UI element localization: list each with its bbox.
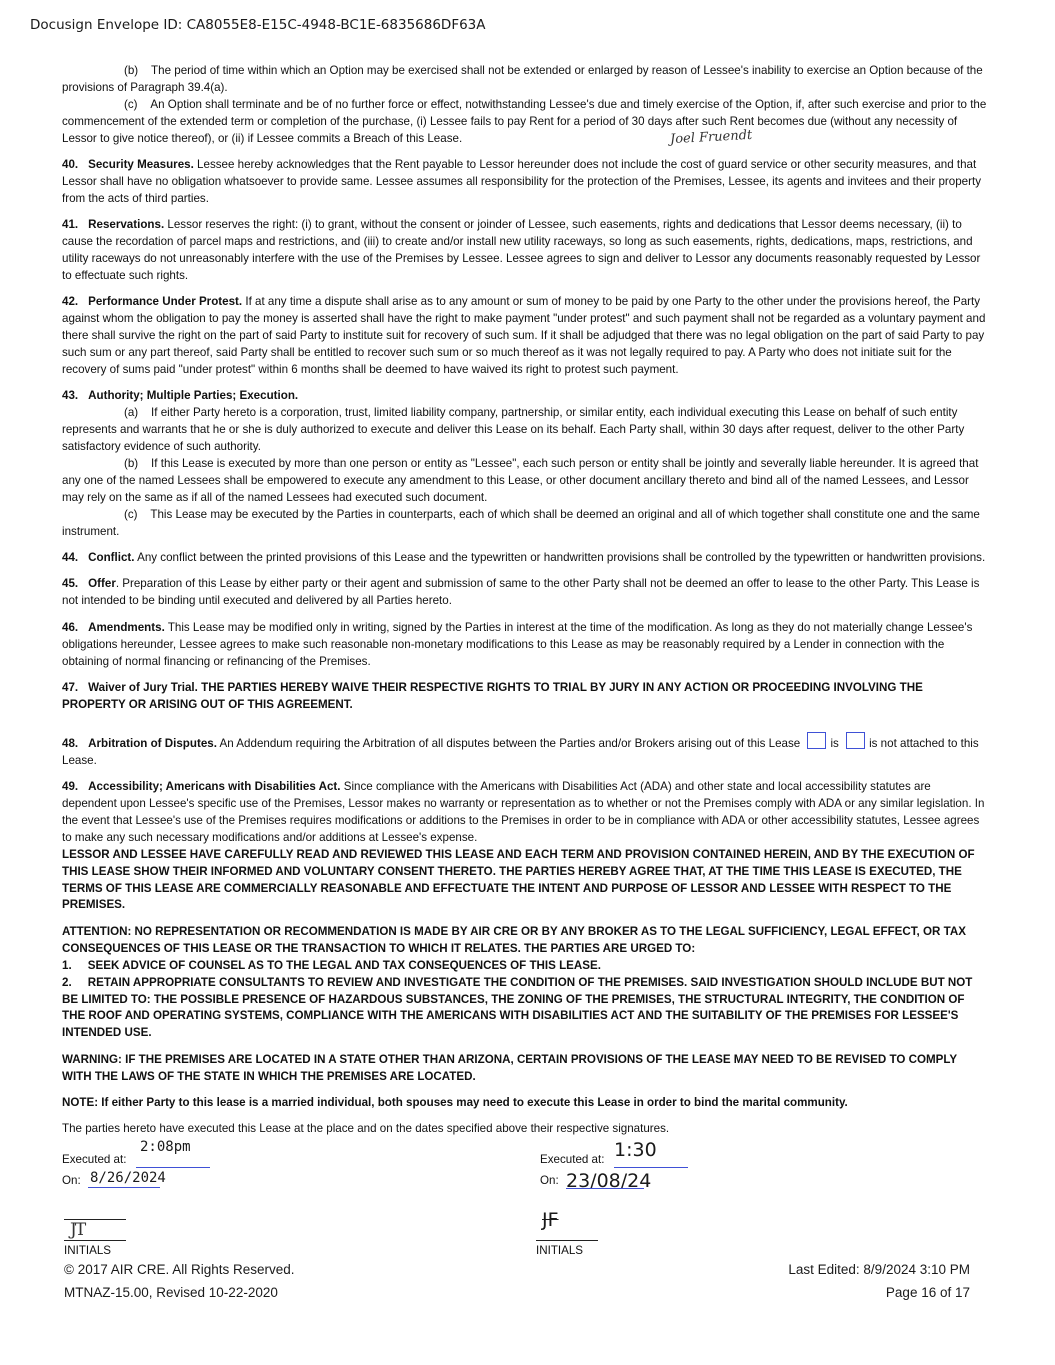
right-date-line (566, 1188, 644, 1189)
left-executed-at-line (136, 1167, 210, 1168)
section-43-c: (c) This Lease may be executed by the Parties in counterparts, each of which shall be deemed an original and all of which together shall constitute one and the same instrument. (62, 507, 980, 538)
section-number: 43. (62, 389, 79, 403)
signature: Joel Fruendt (669, 127, 753, 148)
section-number: 42. (62, 295, 79, 309)
attention-item-1: 1. SEEK ADVICE OF COUNSEL AS TO THE LEGAL AND TAX CONSEQUENCES OF THIS LEASE. (62, 958, 601, 972)
warning-text: WARNING: IF THE PREMISES ARE LOCATED IN A STATE OTHER THAN ARIZONA, CERTAIN PROVISIONS OF THE LEASE MAY NEED TO BE REVISED TO COMPLY WITH THE LAWS OF THE STATE IN WHICH THE PREMISES ARE LOCATED. (62, 1052, 957, 1083)
note-text: NOTE: If either Party to this lease is a married individual, both spouses may need to execute this Lease in order to bind the marital community. (62, 1096, 848, 1110)
section-number: 48. (62, 736, 79, 750)
left-executed-at-value[interactable]: 2:08pm (140, 1139, 191, 1155)
section-body: Lessee hereby acknowledges that the Rent payable to Lessor hereunder does not include the cost of guard service or other security measures, and that Lessor shall have no obligation whatsoever to provide same. Lessee assumes all responsibility for the protection of the Premises, Lessee, its agents and invitees and their property from the acts of third parties. (62, 158, 981, 205)
section-body: Since compliance with the Americans with Disabilities Act (ADA) and other state and local accessibility statutes are dependent upon Lessee's specific use of the Premises, Lessor makes no warranty or representation as to whether or not the Premises comply with ADA or any similar legislation. In the event that Lessee's use of the Premises requires modifications or additions to the Premises in order to be in compliance with ADA or other accessibility statutes, Lessee agrees to make any such necessary modifications and/or additions at Lessee's expense. (62, 780, 985, 844)
footer-form-id: MTNAZ-15.00, Revised 10-22-2020 (64, 1285, 278, 1300)
right-initials-label: INITIALS (536, 1244, 584, 1257)
section-43-b: (b) If this Lease is executed by more than one person or entity as "Lessee", each such person or entity shall be jointly and severally liable hereunder. It is agreed that any one of the named Lessees shall be empowered to execute any amendment to this Lease, or other document ancillary thereto and bind all of the named Lessees, and Lessor may rely on the same as if all of the named Lessees had executed such document. (62, 457, 979, 504)
is-label: is (830, 736, 839, 750)
section-title: Conflict. (88, 551, 135, 565)
left-initials-top-line (64, 1219, 126, 1220)
section-title: Offer (88, 577, 116, 591)
footer-page-number: Page 16 of 17 (885, 1285, 970, 1300)
section-title: Amendments. (88, 620, 165, 634)
right-executed-at-line (614, 1167, 688, 1168)
section-number: 45. (62, 577, 79, 591)
footer-last-edited: Last Edited: 8/9/2024 3:10 PM (788, 1262, 970, 1277)
section-47 (62, 680, 987, 714)
section-number: 40. (62, 158, 79, 172)
paragraph-39-4-b: (b) The period of time within which an Option may be exercised shall not be extended or enlarged by reason of Lessee's inability to exercise an Option because of the provisions of Paragraph 39.4(a). (62, 64, 983, 94)
left-initials-line (64, 1240, 126, 1241)
right-executed-at-label: Executed at: (540, 1153, 605, 1166)
section-43 (62, 388, 987, 540)
section-body: If at any time a dispute shall arise as to any amount or sum of money to be paid by one Party to the other under the provisions hereof, the Party against whom the obligation to pay the money is asserted shall have the right to make payment "under protest" and such payment shall not be regarded as a voluntary payment and there shall survive the right on the part of said Party to institute suit for recovery of such sum. If it shall be adjudged that there was no legal obligation on the part of said Party to pay such sum or any part thereof, said Party shall be entitled to recover such sum or so much thereof as it was not legally required to pay. A Party who does not initiate suit for the recovery of sums paid "under protest" within 6 months shall be deemed to have waived its right to protest such payment. (62, 295, 986, 376)
right-executed-at-value[interactable]: 1:30 (614, 1139, 657, 1161)
section-title: Reservations. (88, 218, 165, 232)
is-not-checkbox[interactable] (846, 732, 865, 749)
left-initials-label: INITIALS (64, 1244, 112, 1257)
right-date-value[interactable]: 23/08/24 (566, 1170, 652, 1192)
right-initials-line (536, 1240, 598, 1241)
envelope-id: Docusign Envelope ID: CA8055E8-E15C-4948-BC1E-6835686DF63A (30, 17, 486, 33)
section-41 (62, 217, 987, 285)
parties-executed-text: The parties hereto have executed this Lease at the place and on the dates specified above their respective signatures. (62, 1122, 670, 1136)
section-42 (62, 294, 987, 379)
section-body: Lessor reserves the right: (i) to grant, without the consent or joinder of Lessee, such easements, rights and dedications that Lessor deems necessary, (ii) to cause the recordation of parcel maps and restrictions, and (iii) to create and/or install new utility raceways, so long as such easements, rights, dedications, maps, restrictions, and utility raceways do not unreasonably interfere with the use of the Premises by Lessee. Lessee agrees to sign and deliver to Lessor any documents reasonably requested by Lessor to effectuate such rights. (62, 218, 981, 282)
paragraph-39-4-c: (c) An Option shall terminate and be of no further force or effect, notwithstanding Lessee's due and timely exercise of the Option, if, after such exercise and prior to the commencement of the extended term or completion of the purchase, (i) Lessee fails to pay Rent for a period of 30 days after such Rent becomes due (without any necessity of Lessor to give notice thereof), or (ii) if Lessee commits a Breach of this Lease. (62, 97, 987, 145)
section-43-a: (a) If either Party hereto is a corporation, trust, limited liability company, partnership, or similar entity, each individual executing this Lease on behalf of such entity represents and warrants that he or she is duly authorized to execute and deliver this Lease on its behalf. Each Party shall, within 30 days after request, deliver to the other Party satisfactory evidence of such authority. (62, 406, 965, 454)
right-initials-mark[interactable]: JF (542, 1209, 559, 1231)
left-on-label: On: (62, 1174, 81, 1187)
consent-statement: LESSOR AND LESSEE HAVE CAREFULLY READ AND REVIEWED THIS LEASE AND EACH TERM AND PROVISION CONTAINED HEREIN, AND BY THE EXECUTION OF THIS LEASE SHOW THEIR INFORMED AND VOLUNTARY CONSENT THERETO. THE PARTIES HEREBY AGREE THAT, AT THE TIME THIS LEASE IS EXECUTED, THE TERMS OF THIS LEASE ARE COMMERCIALLY REASONABLE AND EFFECTUATE THE INTENT AND PURPOSE OF LESSOR AND LESSEE WITH RESPECT TO THE PREMISES. (62, 847, 975, 912)
section-body-end: attached to this Lease. (62, 736, 979, 767)
section-body: An Addendum requiring the Arbitration of all disputes between the Parties and/or Brokers arising out of this Lease (219, 736, 801, 750)
left-initials-mark[interactable]: JT (70, 1220, 85, 1240)
right-on-label: On: (540, 1174, 559, 1187)
section-title: Authority; Multiple Parties; Execution. (88, 389, 299, 403)
section-number: 47. (62, 681, 79, 694)
section-number: 41. (62, 218, 79, 232)
section-number: 44. (62, 551, 79, 565)
attention-block (62, 924, 987, 1042)
section-40 (62, 157, 987, 208)
document-body (62, 63, 987, 1148)
section-title: Waiver of Jury Trial. (88, 681, 198, 694)
section-body: THE PARTIES HEREBY WAIVE THEIR RESPECTIVE RIGHTS TO TRIAL BY JURY IN ANY ACTION OR PROCEEDING INVOLVING THE PROPERTY OR ARISING OUT OF THIS AGREEMENT. (62, 681, 923, 711)
section-45 (62, 576, 987, 610)
section-title: Performance Under Protest. (88, 295, 243, 309)
section-title: Arbitration of Disputes. (88, 736, 217, 750)
section-46 (62, 620, 987, 671)
section-body: . Preparation of this Lease by either party or their agent and submission of same to the other Party shall not be deemed an offer to lease to the other Party. This Lease is not intended to be binding until executed and delivered by all Parties hereto. (62, 577, 980, 608)
section-44 (62, 550, 987, 567)
left-executed-at-label: Executed at: (62, 1153, 127, 1166)
is-not-label: is not (869, 736, 897, 750)
left-date-line (88, 1187, 160, 1188)
attention-text: ATTENTION: NO REPRESENTATION OR RECOMMENDATION IS MADE BY AIR CRE OR BY ANY BROKER AS TO THE LEGAL SUFFICIENCY, LEGAL EFFECT, OR TAX CONSEQUENCES OF THIS LEASE OR THE TRANSACTION TO WHICH IT RELATES. THE PARTIES ARE URGED TO: (62, 924, 966, 955)
is-checkbox[interactable] (807, 732, 826, 749)
attention-item-2: 2. RETAIN APPROPRIATE CONSULTANTS TO REVIEW AND INVESTIGATE THE CONDITION OF THE PREMISES. SAID INVESTIGATION SHOULD INCLUDE BUT NOT BE LIMITED TO: THE POSSIBLE PRESENCE OF HAZARDOUS SUBSTANCES, THE ZONING OF THE PREMISES, THE STRUCTURAL INTEGRITY, THE CONDITION OF THE ROOF AND OPERATING SYSTEMS, COMPLIANCE WITH THE AMERICANS WITH DISABILITIES ACT AND THE SUITABILITY OF THE PREMISES FOR LESSEE'S INTENDED USE. (62, 975, 973, 1040)
section-body: Any conflict between the printed provisions of this Lease and the typewritten or handwritten provisions shall be controlled by the typewritten or handwritten provisions. (137, 551, 986, 565)
footer-copyright: © 2017 AIR CRE. All Rights Reserved. (64, 1262, 295, 1277)
left-date-value[interactable]: 8/26/2024 (90, 1170, 166, 1186)
section-number: 46. (62, 620, 79, 634)
section-number: 49. (62, 780, 79, 794)
section-48 (62, 732, 987, 770)
section-49 (62, 779, 987, 847)
section-title: Security Measures. (88, 158, 194, 172)
section-title: Accessibility; Americans with Disabilities Act. (88, 780, 341, 794)
section-body: This Lease may be modified only in writing, signed by the Parties in interest at the time of the modification. As long as they do not materially change Lessee's obligations hereunder, Lessee agrees to make such reasonable non-monetary modifications to this Lease as may be reasonably required by a Lender in connection with the obtaining of normal financing or refinancing of the Premises. (62, 620, 973, 668)
